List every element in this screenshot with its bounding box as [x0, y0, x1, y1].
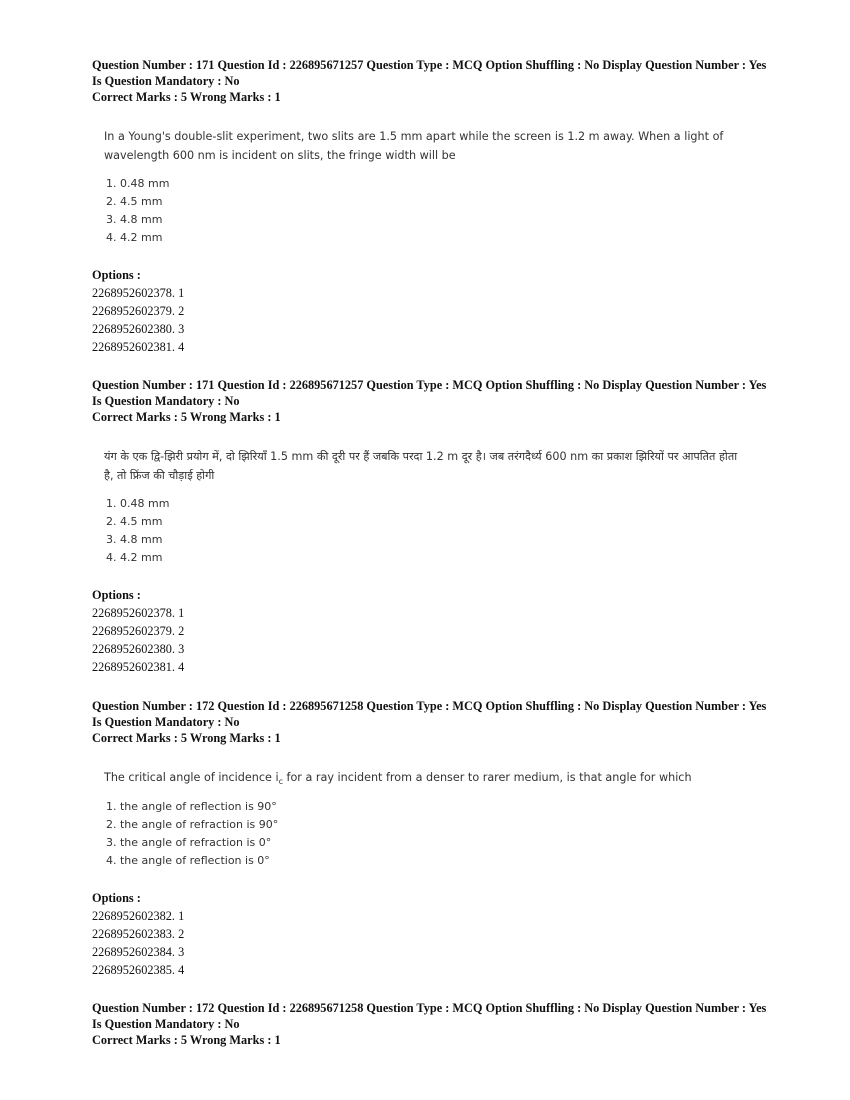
option-id: 2268952602383. 2	[92, 927, 185, 941]
choice-item: 1. 0.48 mm	[106, 177, 170, 190]
question-block	[92, 377, 772, 674]
option-ids	[92, 889, 184, 979]
question-header	[92, 377, 772, 425]
answer-choices	[106, 175, 169, 247]
option-id: 2268952602379. 2	[92, 304, 185, 318]
question-meta: Question Number : 171 Question Id : 226895671257 Question Type : MCQ Option Shuffling : No Display Question Number : Yes Is Question Mandatory : No	[92, 58, 767, 88]
choice-item: 4. the angle of reflection is 0°	[106, 854, 270, 867]
choice-item: 2. the angle of refraction is 90°	[106, 818, 279, 831]
question-header	[92, 1000, 772, 1048]
question-text: In a Young's double-slit experiment, two slits are 1.5 mm apart while the screen is 1.2 m away. When a light of wavelength 600 nm is incident on slits, the fringe width will be	[104, 130, 724, 162]
question-block	[92, 1000, 772, 1048]
choice-item: 3. the angle of refraction is 0°	[106, 836, 272, 849]
option-id: 2268952602384. 3	[92, 945, 185, 959]
question-block	[92, 698, 772, 977]
question-meta: Question Number : 172 Question Id : 226895671258 Question Type : MCQ Option Shuffling : No Display Question Number : Yes Is Question Mandatory : No	[92, 699, 767, 729]
option-id: 2268952602378. 1	[92, 286, 185, 300]
choice-item: 4. 4.2 mm	[106, 551, 163, 564]
options-label: Options :	[92, 268, 141, 282]
question-text-end: for a ray incident from a denser to rarer medium, is that angle for which	[282, 771, 692, 784]
question-header	[92, 57, 772, 105]
question-meta: Question Number : 172 Question Id : 226895671258 Question Type : MCQ Option Shuffling : No Display Question Number : Yes Is Question Mandatory : No	[92, 1001, 767, 1031]
question-text-subscript: c	[278, 777, 283, 787]
option-id: 2268952602380. 3	[92, 322, 185, 336]
option-id: 2268952602380. 3	[92, 642, 185, 656]
choice-item: 1. 0.48 mm	[106, 497, 170, 510]
option-ids	[92, 586, 184, 676]
option-id: 2268952602385. 4	[92, 963, 185, 977]
question-marks: Correct Marks : 5 Wrong Marks : 1	[92, 90, 281, 104]
option-id: 2268952602379. 2	[92, 624, 185, 638]
choice-item: 2. 4.5 mm	[106, 515, 163, 528]
option-id: 2268952602382. 1	[92, 909, 185, 923]
option-id: 2268952602378. 1	[92, 606, 185, 620]
question-marks: Correct Marks : 5 Wrong Marks : 1	[92, 1033, 281, 1047]
question-marks: Correct Marks : 5 Wrong Marks : 1	[92, 410, 281, 424]
question-marks: Correct Marks : 5 Wrong Marks : 1	[92, 731, 281, 745]
option-ids	[92, 266, 184, 356]
answer-choices	[106, 798, 278, 870]
question-text-start: The critical angle of incidence i	[104, 771, 279, 784]
option-id: 2268952602381. 4	[92, 340, 185, 354]
question-meta: Question Number : 171 Question Id : 226895671257 Question Type : MCQ Option Shuffling : No Display Question Number : Yes Is Question Mandatory : No	[92, 378, 767, 408]
question-block	[92, 57, 772, 354]
options-label: Options :	[92, 588, 141, 602]
question-header	[92, 698, 772, 746]
question-text	[104, 768, 744, 791]
options-label: Options :	[92, 891, 141, 905]
choice-item: 3. 4.8 mm	[106, 213, 163, 226]
choice-item: 3. 4.8 mm	[106, 533, 163, 546]
answer-choices	[106, 495, 169, 567]
choice-item: 2. 4.5 mm	[106, 195, 163, 208]
choice-item: 4. 4.2 mm	[106, 231, 163, 244]
option-id: 2268952602381. 4	[92, 660, 185, 674]
choice-item: 1. the angle of reflection is 90°	[106, 800, 277, 813]
question-text: यंग के एक द्वि-झिरी प्रयोग में, दो झिरियाँ 1.5 mm की दूरी पर हैं जबकि परदा 1.2 m दूर है। जब तरंगदैर्ध्य 600 nm का प्रकाश झिरियों पर आपतित होता है, तो फ्रिंज की चौड़ाई होगी	[104, 450, 738, 482]
